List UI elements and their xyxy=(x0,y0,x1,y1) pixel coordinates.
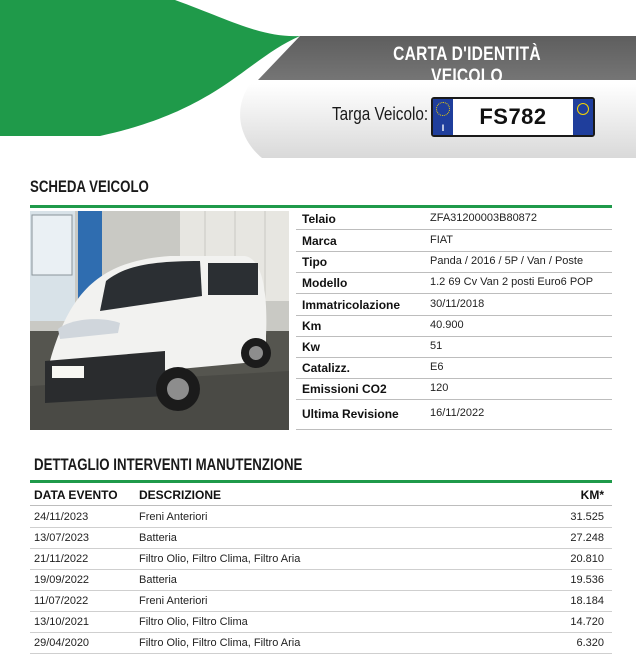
row-km: 31.525 xyxy=(570,511,604,523)
spec-label: Kw xyxy=(302,340,320,354)
spec-label: Immatricolazione xyxy=(302,298,401,312)
column-header-description: DESCRIZIONE xyxy=(139,488,222,502)
row-km: 18.184 xyxy=(570,595,604,607)
spec-label: Km xyxy=(302,319,322,333)
plate-eu-band xyxy=(433,99,453,135)
row-date: 13/07/2023 xyxy=(34,532,90,544)
row-km: 19.536 xyxy=(570,574,604,586)
spec-value: E6 xyxy=(430,361,444,373)
spec-value: 1.2 69 Cv Van 2 posti Euro6 POP xyxy=(430,276,594,288)
table-row xyxy=(30,611,612,633)
spec-row-kw xyxy=(296,336,612,358)
row-km: 20.810 xyxy=(570,553,604,565)
row-description: Filtro Olio, Filtro Clima, Filtro Aria xyxy=(139,553,301,565)
row-description: Batteria xyxy=(139,532,177,544)
column-header-km: KM* xyxy=(580,488,604,502)
row-date: 19/09/2022 xyxy=(34,574,90,586)
maintenance-section-title: DETTAGLIO INTERVENTI MANUTENZIONE xyxy=(34,455,303,474)
table-row xyxy=(30,548,612,570)
plate-circle-icon xyxy=(577,103,589,115)
table-row xyxy=(30,590,612,612)
plate-country-letter: I xyxy=(441,123,445,133)
row-description: Filtro Olio, Filtro Clima xyxy=(139,616,248,628)
row-description: Freni Anteriori xyxy=(139,511,208,523)
spec-value: FIAT xyxy=(430,234,454,246)
row-description: Filtro Olio, Filtro Clima, Filtro Aria xyxy=(139,637,301,649)
row-km: 6.320 xyxy=(576,637,604,649)
spec-value: 30/11/2018 xyxy=(430,298,485,310)
row-description: Batteria xyxy=(139,574,177,586)
column-header-date: DATA EVENTO xyxy=(34,488,118,502)
spec-row-marca xyxy=(296,230,612,252)
spec-row-immatricolazione xyxy=(296,294,612,316)
spec-row-telaio xyxy=(296,208,612,230)
spec-row-emissioni xyxy=(296,378,612,400)
row-date: 11/07/2022 xyxy=(34,595,89,607)
row-km: 14.720 xyxy=(570,616,604,628)
spec-row-km xyxy=(296,315,612,337)
spec-row-modello xyxy=(296,272,612,294)
spec-label: Telaio xyxy=(302,212,336,226)
plate-label: Targa Veicolo: xyxy=(332,104,429,124)
spec-label: Catalizz. xyxy=(302,361,351,375)
row-date: 24/11/2023 xyxy=(34,511,89,523)
spec-value: Panda / 2016 / 5P / Van / Poste xyxy=(430,255,584,267)
spec-row-catalizz xyxy=(296,357,612,379)
table-row xyxy=(30,632,612,654)
table-row xyxy=(30,506,612,528)
spec-value: ZFA31200003B80872 xyxy=(430,212,538,224)
plate-number: FS782 xyxy=(479,104,547,129)
row-description: Freni Anteriori xyxy=(139,595,208,607)
row-date: 13/10/2021 xyxy=(34,616,90,628)
spec-label: Marca xyxy=(302,234,337,248)
row-date: 21/11/2022 xyxy=(34,553,89,565)
spec-label: Emissioni CO2 xyxy=(302,382,387,396)
maintenance-section-rule xyxy=(30,480,612,483)
spec-label: Tipo xyxy=(302,255,328,269)
spec-label: Modello xyxy=(302,276,348,290)
license-plate xyxy=(431,97,595,137)
spec-value: 40.900 xyxy=(430,319,464,331)
table-row xyxy=(30,569,612,591)
spec-row-revisione xyxy=(296,399,612,430)
spec-row-tipo xyxy=(296,251,612,273)
spec-value: 16/11/2022 xyxy=(430,407,485,419)
eu-stars-icon xyxy=(436,102,450,116)
document-header xyxy=(0,0,640,160)
row-km: 27.248 xyxy=(570,532,604,544)
vehicle-photo xyxy=(30,211,289,430)
document-title: CARTA D'IDENTITÀ VEICOLO xyxy=(393,44,541,87)
maintenance-table-header xyxy=(30,484,612,506)
spec-value: 51 xyxy=(430,340,443,352)
row-date: 29/04/2020 xyxy=(34,637,90,649)
spec-value: 120 xyxy=(430,382,449,394)
plate-right-band xyxy=(573,99,593,135)
vehicle-section-title: SCHEDA VEICOLO xyxy=(30,177,149,196)
table-row xyxy=(30,527,612,549)
spec-label: Ultima Revisione xyxy=(302,407,399,421)
